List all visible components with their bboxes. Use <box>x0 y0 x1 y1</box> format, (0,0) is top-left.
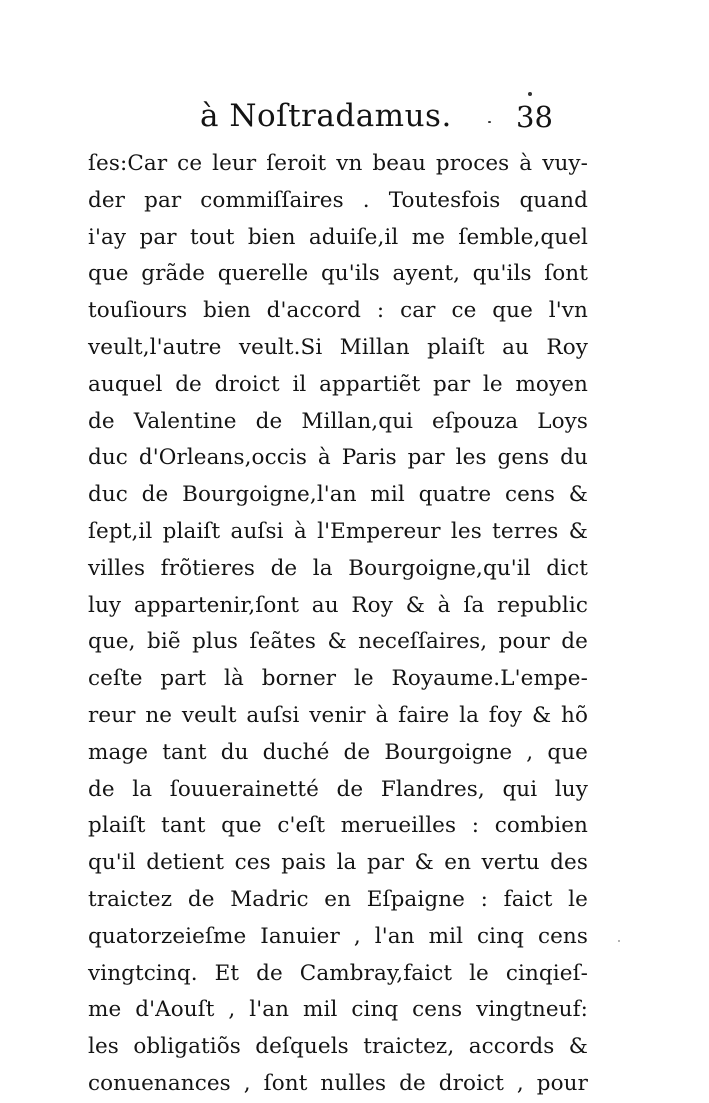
text-line: me d'Aouſt , l'an mil cinq cens vingtneuf: <box>88 997 588 1023</box>
text-line: que grãde querelle qu'ils ayent, qu'ils ſont <box>88 261 588 287</box>
text-line: ſes:Car ce leur ſeroit vn beau proces à vuy- <box>88 151 588 176</box>
text-line: villes frõtieres de la Bourgoigne,qu'il dict <box>88 555 588 581</box>
text-line: ceſte part là borner le Royaume.L'empe- <box>88 666 588 692</box>
text-line: duc d'Orleans,occis à Paris par les gens du <box>88 445 588 471</box>
text-line: i'ay par tout bien aduiſe,il me ſemble,quel <box>88 224 588 250</box>
text-line: veult,l'autre veult.Si Millan plaiſt au Roy <box>88 334 588 360</box>
text-line: ſept,il plaiſt auſsi à l'Empereur les terres & <box>88 518 588 544</box>
text-line: de Valentine de Millan,qui eſpouza Loys <box>88 408 588 434</box>
text-line: traictez de Madric en Eſpaigne : faict le <box>88 886 588 912</box>
text-line: les obligatiõs deſquels traictez, accords & <box>88 1034 588 1060</box>
ink-speck <box>528 92 532 96</box>
text-line: mage tant du duché de Bourgoigne , que <box>88 739 588 765</box>
text-line: auquel de droict il appartiẽt par le moyen <box>88 371 588 397</box>
running-title: à Noſtradamus. <box>200 98 452 134</box>
text-line: de la ſouuerainetté de Flandres, qui luy <box>88 776 588 802</box>
text-line: conuenances , ſont nulles de droict , pour <box>88 1070 588 1096</box>
ink-speck <box>488 121 491 123</box>
text-line: quatorzeieſme Ianuier , l'an mil cinq cens <box>88 923 588 949</box>
text-line: duc de Bourgoigne,l'an mil quatre cens & <box>88 482 588 508</box>
text-line: vingtcinq. Et de Cambray,faict le cinqieſ- <box>88 960 588 986</box>
text-line: reur ne veult auſsi venir à faire la foy & hõ <box>88 702 588 728</box>
ink-speck <box>618 940 620 942</box>
text-line: luy appartenir,ſont au Roy & à ſa republic <box>88 592 588 618</box>
text-line: der par commiſſaires . Toutesfois quand <box>88 187 588 213</box>
text-line: que, biẽ plus ſeãtes & neceſſaires, pour de <box>88 629 588 655</box>
page-number: 38 <box>516 100 553 134</box>
text-line: qu'il detient ces pais la par & en vertu des <box>88 850 588 876</box>
body-text <box>88 146 588 1103</box>
text-line: touſiours bien d'accord : car ce que l'vn <box>88 298 588 324</box>
text-line: plaiſt tant que c'eſt merueilles : combien <box>88 813 588 839</box>
running-head <box>0 96 709 140</box>
